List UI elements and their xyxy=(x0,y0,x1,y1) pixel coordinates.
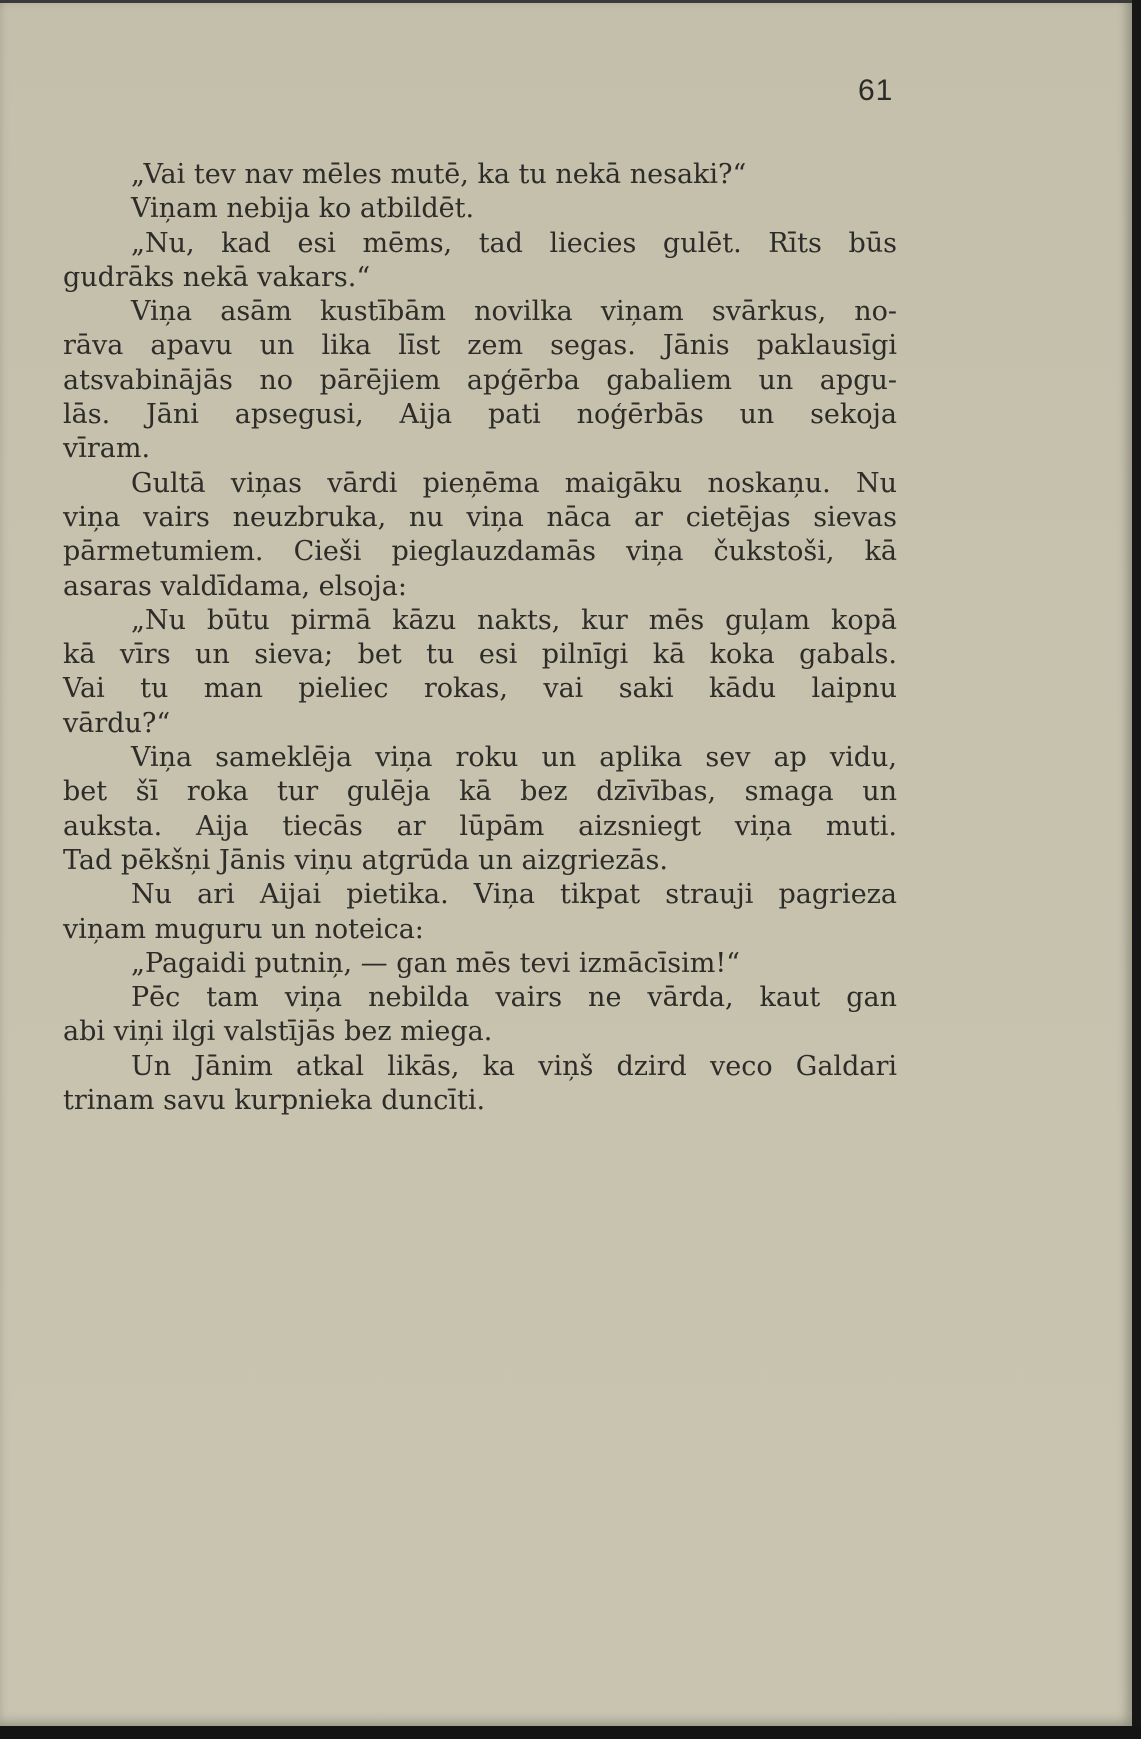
top-rule xyxy=(0,0,1141,3)
text-line: gudrāks nekā vakars.“ xyxy=(63,261,371,293)
page-bottom-edge xyxy=(0,1726,1141,1739)
text-line: Gultā viņas vārdi pieņēma maigāku noskaņu. Nu xyxy=(131,467,897,499)
text-line: viņam muguru un noteica: xyxy=(63,913,424,945)
text-line: vīram. xyxy=(63,433,151,465)
text-line: lās. Jāni apsegusi, Aija pati noģērbās un sekoja xyxy=(63,399,897,431)
text-line: Pēc tam viņa nebilda vairs ne vārda, kaut gan xyxy=(131,982,897,1014)
text-line: pārmetumiem. Cieši pieglauzdamās viņa čukstoši, kā xyxy=(63,536,897,568)
text-line: Viņa asām kustībām novilka viņam svārkus, no- xyxy=(131,296,897,328)
text-line: bet šī roka tur gulēja kā bez dzīvības, smaga un xyxy=(63,776,897,808)
text-line: kā vīrs un sieva; bet tu esi pilnīgi kā koka gabals. xyxy=(63,639,897,671)
text-line: Tad pēkšņi Jānis viņu atgrūda un aizgriezās. xyxy=(63,844,668,876)
text-line: rāva apavu un lika līst zem segas. Jānis paklausīgi xyxy=(63,330,897,362)
text-line: asaras valdīdama, elsoja: xyxy=(63,570,407,602)
text-line: „Pagaidi putniņ, — gan mēs tevi izmācīsim!“ xyxy=(131,947,740,979)
page-right-edge xyxy=(1132,0,1141,1739)
text-line: vārdu?“ xyxy=(63,707,171,739)
text-line: „Vai tev nav mēles mutē, ka tu nekā nesaki?“ xyxy=(131,159,747,190)
text-line: trinam savu kurpnieka duncīti. xyxy=(63,1085,486,1117)
text-line: Viņam nebija ko atbildēt. xyxy=(131,193,475,225)
text-line: Un Jānim atkal likās, ka viņš dzird veco Galdari xyxy=(131,1050,897,1082)
text-line: viņa vairs neuzbruka, nu viņa nāca ar cietējas sievas xyxy=(63,501,897,533)
page-number: 61 xyxy=(858,74,894,107)
text-line: auksta. Aija tiecās ar lūpām aizsniegt viņa muti. xyxy=(63,810,897,842)
text-line: atsvabinājās no pārējiem apģērba gabaliem un apgu- xyxy=(63,364,897,396)
text-line: abi viņi ilgi valstījās bez miega. xyxy=(63,1016,493,1048)
text-line: „Nu būtu pirmā kāzu nakts, kur mēs guļam kopā xyxy=(131,604,897,636)
text-line: Vai tu man pieliec rokas, vai saki kādu laipnu xyxy=(63,673,897,705)
text-line: Viņa sameklēja viņa roku un aplika sev ap vidu, xyxy=(131,742,897,774)
text-line: „Nu, kad esi mēms, tad liecies gulēt. Rīts būs xyxy=(131,227,897,259)
body-text xyxy=(63,158,897,1118)
text-line: Nu ari Aijai pietika. Viņa tikpat strauji pagrieza xyxy=(131,879,897,911)
